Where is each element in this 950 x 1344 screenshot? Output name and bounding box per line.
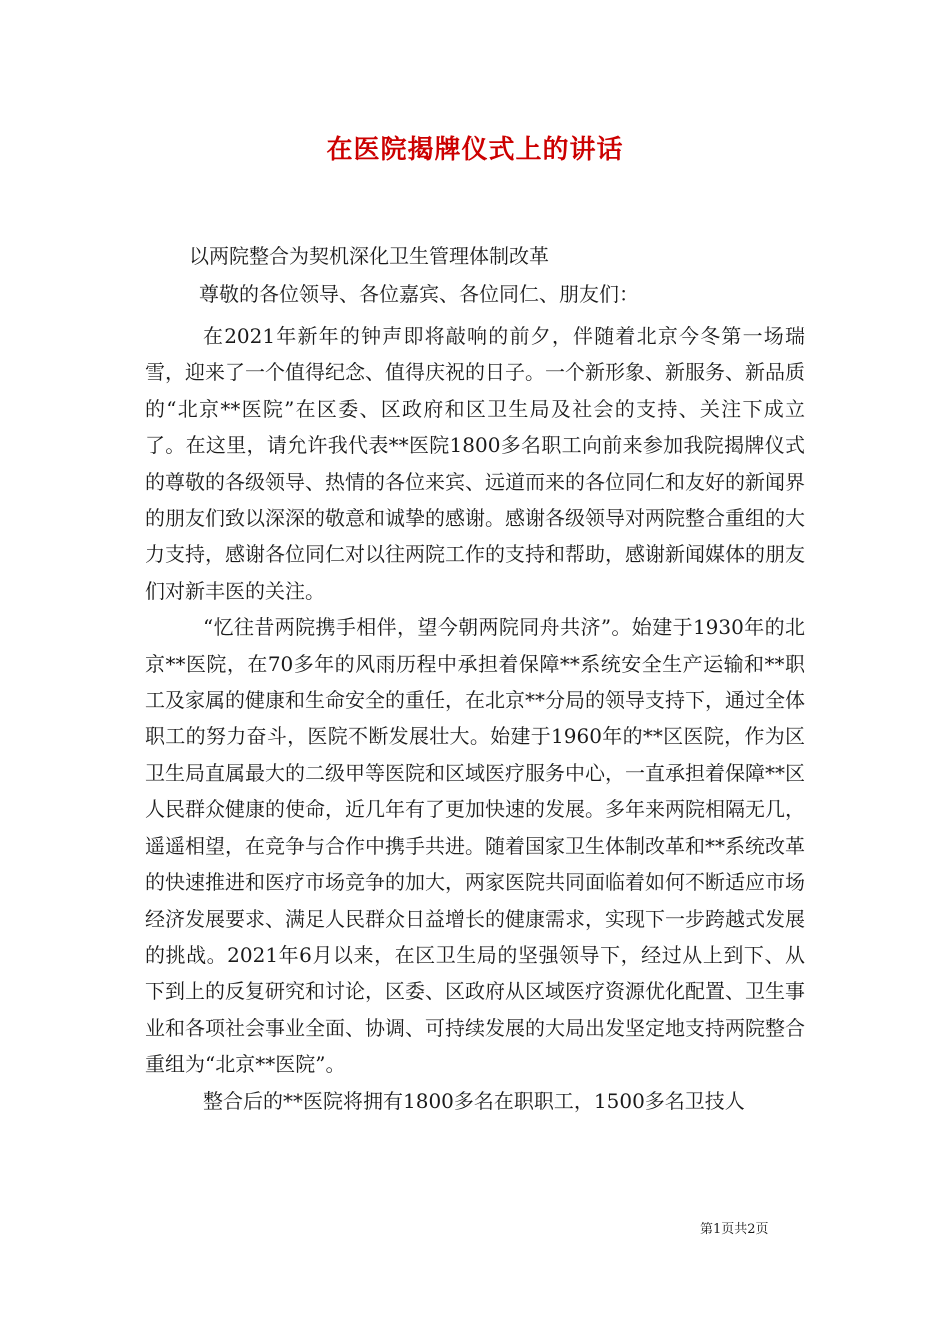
paragraph-history: “忆往昔两院携手相伴，望今朝两院同舟共济”。始建于1930年的北京**医院，在70多年的风雨历程中承担着保障**系统安全生产运输和**职工及家属的健康和生命安全的重任，在北京**分局的领导支持下，通过全体职工的努力奋斗，医院不断发展壮大。始建于1960年的**区医院，作为区卫生局直属最大的二级甲等医院和区域医疗服务中心，一直承担着保障**区人民群众健康的使命，近几年有了更加快速的发展。多年来两院相隔无几，遥遥相望，在竞争与合作中携手共进。随着国家卫生体制改革和**系统改革的快速推进和医疗市场竞争的加大，两家医院共同面临着如何不断适应市场经济发展要求、满足人民群众日益增长的健康需求，实现下一步跨越式发展的挑战。2021年6月以来，在区卫生局的坚强领导下，经过从上到下、从下到上的反复研究和讨论，区委、区政府从区域医疗资源优化配置、卫生事业和各项社会事业全面、协调、可持续发展的大局出发坚定地支持两院整合重组为“北京**医院”。 xyxy=(145,615,805,1077)
greeting-line: 尊敬的各位领导、各位嘉宾、各位同仁、朋友们： xyxy=(199,282,639,306)
paragraph-opening: 在2021年新年的钟声即将敲响的前夕，伴随着北京今冬第一场瑞雪，迎来了一个值得纪念、值得庆祝的日子。一个新形象、新服务、新品质的“北京**医院”在区委、区政府和区卫生局及社会的支持、关注下成立了。在这里，请允许我代表**医院1800多名职工向前来参加我院揭牌仪式的尊敬的各级领导、热情的各位来宾、远道而来的各位同仁和友好的新闻界的朋友们致以深深的敬意和诚挚的感谢。感谢各级领导对两院整合重组的大力支持，感谢各位同仁对以往两院工作的支持和帮助，感谢新闻媒体的朋友们对新丰医的关注。 xyxy=(145,324,805,603)
paragraph-integration: 整合后的**医院将拥有1800多名在职职工，1500多名卫技人 xyxy=(203,1088,745,1113)
page-number: 第1页共2页 xyxy=(700,1222,769,1237)
document-title: 在医院揭牌仪式上的讲话 xyxy=(326,135,624,165)
document-subtitle: 以两院整合为契机深化卫生管理体制改革 xyxy=(189,244,549,268)
document-body xyxy=(145,318,805,1119)
